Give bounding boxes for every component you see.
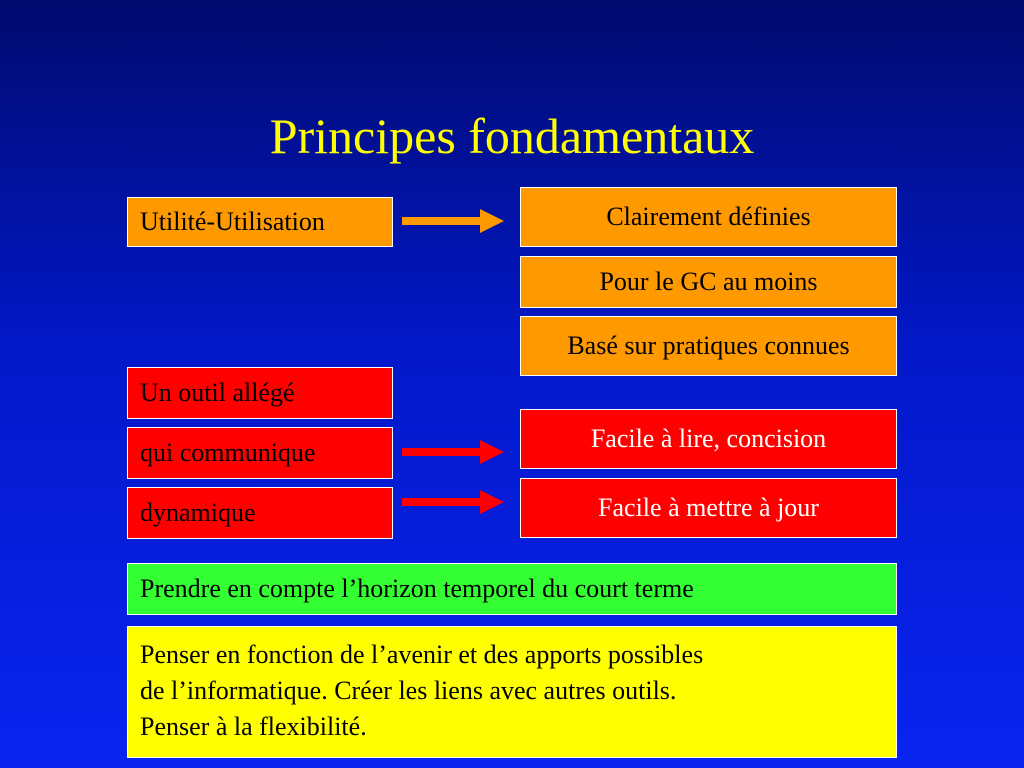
box-facile-a-lire (520, 409, 897, 469)
arrow-right-icon (402, 488, 506, 518)
box-dynamique-label: dynamique (140, 498, 256, 527)
box-penser-avenir-line-1: Penser en fonction de l’avenir et des apports possibles (140, 640, 704, 669)
box-facile-a-lire-label: Facile à lire, concision (590, 424, 827, 453)
box-qui-communique (127, 427, 393, 479)
box-outil-allege-label: Un outil allégé (140, 378, 295, 407)
box-utilite-utilisation (127, 197, 393, 247)
box-facile-a-mettre-a-jour-label: Facile à mettre à jour (598, 493, 819, 522)
box-base-sur-pratiques (520, 316, 897, 376)
box-clairement-definies-label: Clairement définies (606, 202, 811, 231)
box-outil-allege (127, 367, 393, 419)
box-facile-a-mettre-a-jour (520, 478, 897, 538)
slide-title: Principes fondamentaux (269, 108, 755, 164)
arrow-right-icon (402, 207, 506, 237)
box-base-sur-pratiques-label: Basé sur pratiques connues (567, 331, 850, 360)
box-clairement-definies (520, 187, 897, 247)
box-pour-le-gc-label: Pour le GC au moins (599, 267, 818, 296)
box-utilite-utilisation-label: Utilité-Utilisation (140, 207, 325, 236)
box-penser-avenir (127, 626, 897, 758)
box-horizon-temporel (127, 563, 897, 615)
box-penser-avenir-line-3: Penser à la flexibilité. (140, 712, 367, 741)
arrow-right-icon (402, 438, 506, 468)
box-qui-communique-label: qui communique (140, 438, 316, 467)
box-horizon-temporel-label: Prendre en compte l’horizon temporel du court terme (140, 574, 694, 603)
box-pour-le-gc (520, 256, 897, 308)
box-penser-avenir-line-2: de l’informatique. Créer les liens avec autres outils. (140, 676, 677, 705)
box-dynamique (127, 487, 393, 539)
